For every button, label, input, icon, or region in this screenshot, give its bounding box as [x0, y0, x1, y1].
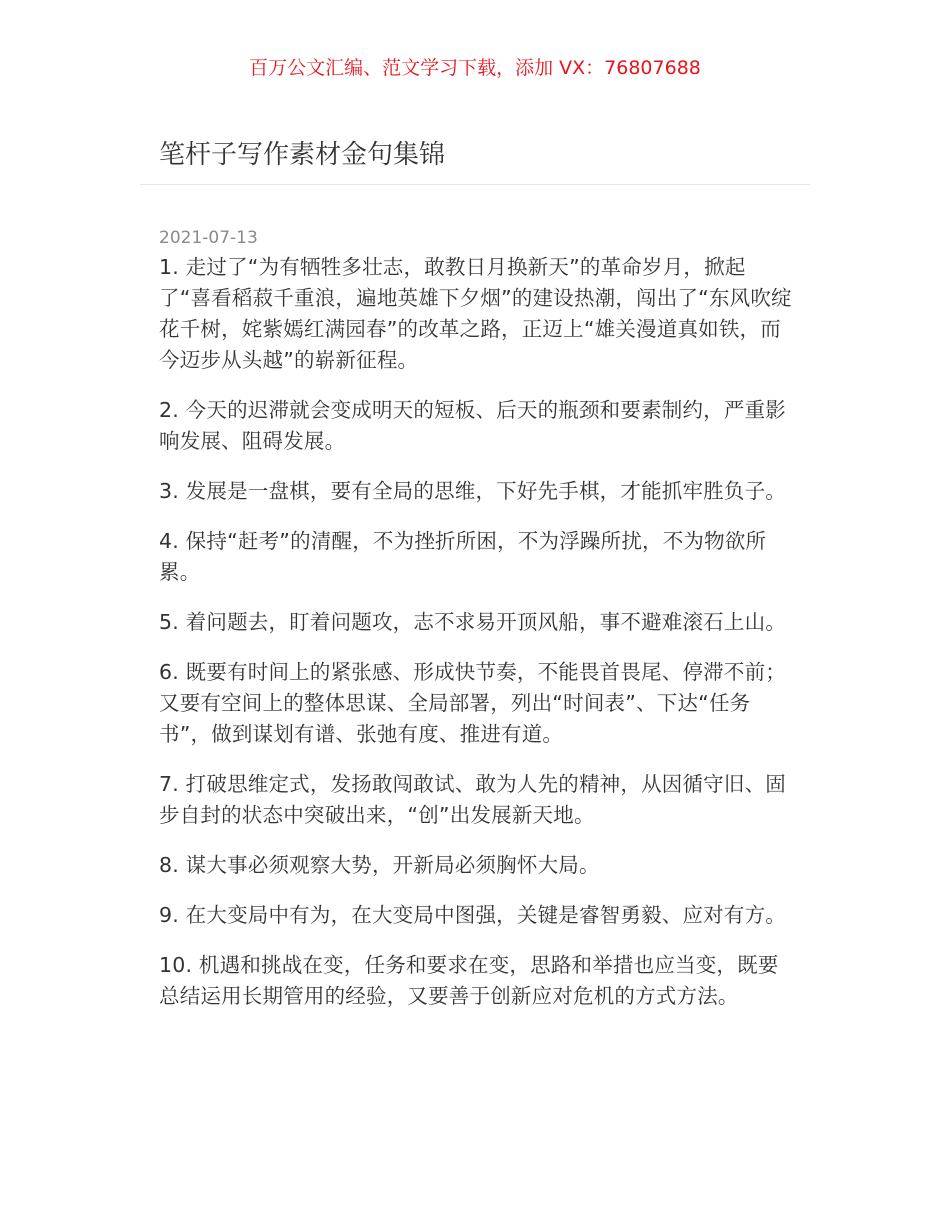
publish-date: 2021-07-13	[159, 228, 258, 248]
paragraph: 4. 保持“赶考”的清醒，不为挫折所困，不为浮躁所扰，不为物欲所累。	[159, 529, 767, 584]
paragraph: 3. 发展是一盘棋，要有全局的思维，下好先手棋，才能抓牢胜负子。	[159, 479, 786, 503]
paragraph: 9. 在大变局中有为，在大变局中图强，关键是睿智勇毅、应对有方。	[159, 903, 786, 927]
paragraph: 1. 走过了“为有牺牲多壮志，敢教日月换新天”的革命岁月，掀起了“喜看稻菽千重浪，遍地英雄下夕烟”的建设热潮，闯出了“东风吹绽花千树，姹紫嫣红满园春”的改革之路，正迈上“雄关漫道真如铁，而今迈步从头越”的崭新征程。	[159, 255, 792, 372]
paragraph: 8. 谋大事必须观察大势，开新局必须胸怀大局。	[159, 853, 600, 877]
paragraph: 7. 打破思维定式，发扬敢闯敢试、敢为人先的精神，从因循守旧、固步自封的状态中突破出来，“创”出发展新天地。	[159, 772, 786, 827]
paragraph: 5. 着问题去，盯着问题攻，志不求易开顶风船，事不避难滚石上山。	[159, 610, 786, 634]
header-banner: 百万公文汇编、范文学习下载，添加 VX：76807688	[249, 57, 701, 79]
article-body	[159, 252, 795, 1031]
article-title: 笔杆子写作素材金句集锦	[159, 140, 446, 170]
title-divider	[140, 184, 810, 185]
paragraph: 2. 今天的迟滞就会变成明天的短板、后天的瓶颈和要素制约，严重影响发展、阻碍发展。	[159, 398, 786, 453]
paragraph: 10. 机遇和挑战在变，任务和要求在变，思路和举措也应当变，既要总结运用长期管用的经验，又要善于创新应对危机的方式方法。	[159, 953, 779, 1008]
paragraph: 6. 既要有时间上的紧张感、形成快节奏，不能畏首畏尾、停滞不前；又要有空间上的整体思谋、全局部署，列出“时间表”、下达“任务书”，做到谋划有谱、张弛有度、推进有道。	[159, 660, 786, 746]
